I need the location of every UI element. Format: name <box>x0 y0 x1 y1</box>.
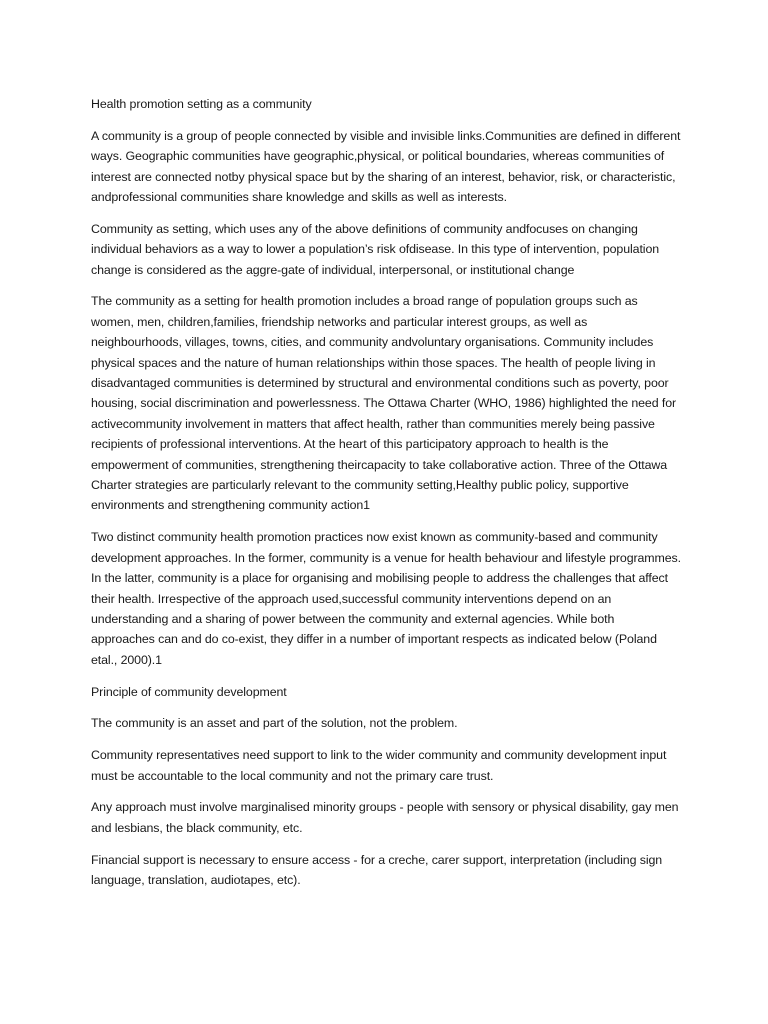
section-heading-principle: Principle of community development <box>91 684 287 699</box>
document-title: Health promotion setting as a community <box>91 97 312 111</box>
paragraph-setting-for-health-promotion: The community as a setting for health promotion includes a broad range of population groups such as women, men, children,families, friendship networks and particular interest groups, as well as neighbourhoods, villages, towns, cities, and community andvoluntary organisations. Community includes physical spaces and the nature of human relationships within those spaces. The health of people living in disadvantaged communities is determined by structural and environmental conditions such as poverty, poor housing, social discrimination and powerlessness. The Ottawa Charter (WHO, 1986) highlighted the need for activecommunity involvement in matters that affect health, rather than communities merely being passive recipients of professional interventions. At the heart of this participatory approach to health is the empowerment of communities, strengthening theircapacity to take collaborative action. Three of the Ottawa Charter strategies are particularly relevant to the community setting,Healthy public policy, supportive environments and strengthening community action1 <box>91 294 677 513</box>
paragraph-representatives-support: Community representatives need support to link to the wider community and community development input must be accountable to the local community and not the primary care trust. <box>91 748 667 783</box>
document-body <box>91 94 681 902</box>
paragraph-community-definition: A community is a group of people connected by visible and invisible links.Communities are defined in different ways. Geographic communities have geographic,physical, or political boundaries, whereas communities of interest are connected notby physical space but by the sharing of an interest, behavior, risk, or characteristic, andprofessional communities share knowledge and skills as well as interests. <box>91 128 681 205</box>
paragraph-marginalised-groups: Any approach must involve marginalised minority groups - people with sensory or physical disability, gay men and lesbians, the black community, etc. <box>91 800 679 835</box>
paragraph-community-as-setting: Community as setting, which uses any of the above definitions of community andfocuses on changing individual behaviors as a way to lower a population’s risk ofdisease. In this type of intervention, population change is considered as the aggre-gate of individual, interpersonal, or institutional change <box>91 221 660 277</box>
paragraph-two-practices: Two distinct community health promotion practices now exist known as community-based and community development approaches. In the former, community is a venue for health behaviour and lifestyle programmes. In the latter, community is a place for organising and mobilising people to address the challenges that affect their health. Irrespective of the approach used,successful community interventions depend on an understanding and a sharing of power between the community and external agencies. While both approaches can and do co-exist, they differ in a number of important respects as indicated below (Poland etal., 2000).1 <box>91 530 681 667</box>
paragraph-financial-support: Financial support is necessary to ensure access - for a creche, carer support, interpretation (including sign language, translation, audiotapes, etc). <box>91 852 663 887</box>
paragraph-community-asset: The community is an asset and part of the solution, not the problem. <box>91 716 458 731</box>
